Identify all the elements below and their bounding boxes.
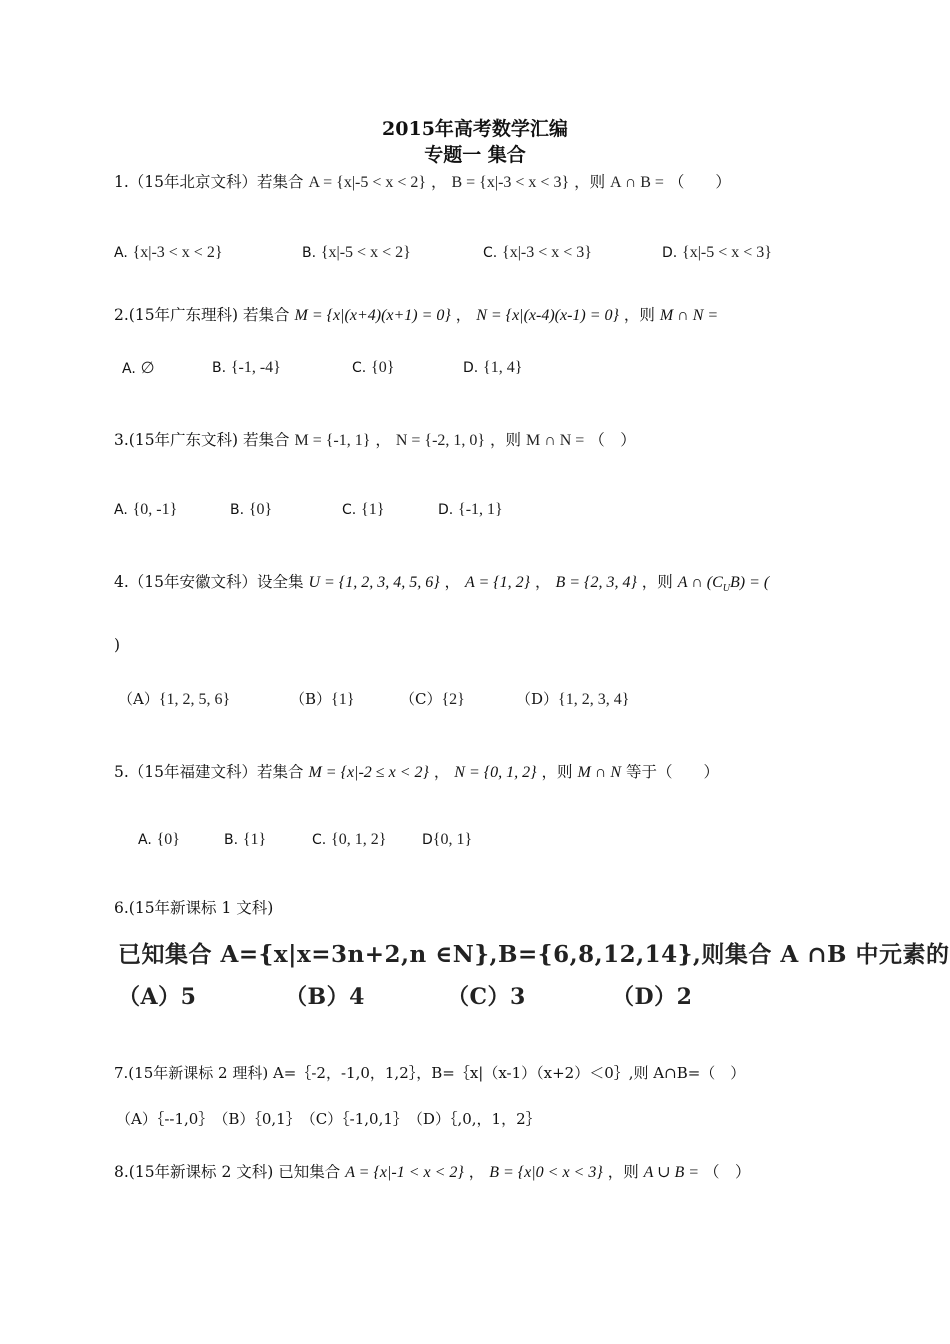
question-5 (114, 760, 719, 782)
question-4-option-a (118, 688, 230, 709)
question-1-set-a: A = {x|-5 < x < 2} (308, 174, 427, 191)
separator: ，则 (641, 573, 673, 591)
question-2 (114, 303, 718, 325)
question-4-set-b: B = {2, 3, 4} (555, 574, 637, 591)
question-4-set-a: A = {1, 2} (465, 574, 531, 591)
question-1-expression: A ∩ B = (610, 174, 664, 191)
question-5-set-n: N = {0, 1, 2} (454, 764, 537, 781)
question-4-expression (677, 574, 770, 595)
question-3-option-d (438, 500, 503, 519)
separator: ，则 (574, 173, 606, 191)
document-subtitle: 专题一 集合 (424, 144, 526, 166)
option-label: C. (483, 245, 498, 261)
question-4-close-paren: ) (114, 636, 121, 654)
separator: ， (455, 306, 472, 324)
option-value: {0, 1, 2} (331, 831, 387, 848)
question-3 (114, 428, 636, 450)
question-1-option-b (302, 243, 411, 262)
option-value: {x|-3 < x < 2} (132, 244, 223, 261)
separator: ， (444, 573, 461, 591)
option-label: B. (302, 245, 317, 261)
question-8-text: 8.(15年新课标 2 文科) 已知集合 (114, 1163, 341, 1181)
separator: ， (375, 431, 391, 449)
question-4-option-c (400, 688, 465, 709)
question-2-option-c (352, 358, 394, 377)
option-value: {0, -1} (132, 501, 178, 518)
question-2-text: 2.(15年广东理科) 若集合 (114, 306, 290, 324)
separator: ， (433, 763, 450, 781)
option-label: （B） (290, 690, 332, 708)
option-label: （D） (516, 690, 559, 708)
question-5-option-c (312, 830, 386, 849)
option-value: {1, 2, 5, 6} (158, 691, 231, 708)
option-label: （C） (400, 690, 442, 708)
option-value: {2} (441, 691, 465, 708)
answer-paren: （ ） (589, 431, 636, 449)
document-title: 2015年高考数学汇编 (382, 118, 568, 140)
option-label: A. (114, 245, 128, 261)
option-value: {1, 4} (483, 359, 523, 376)
question-2-expression: M ∩ N = (659, 307, 719, 324)
question-1-option-d (662, 243, 772, 262)
question-1 (114, 170, 731, 192)
separator: ，则 (623, 306, 655, 324)
question-6-option-b: （B）4 (285, 984, 365, 1010)
question-1-set-b: B = {x|-3 < x < 3} (451, 174, 570, 191)
question-5-text: 5.（15年福建文科）若集合 (114, 763, 304, 781)
question-3-text: 3.(15年广东文科) 若集合 (114, 431, 290, 449)
separator: ， (468, 1163, 485, 1181)
question-3-set-n: N = {-2, 1, 0} (395, 432, 486, 449)
option-value: {0} (371, 359, 395, 376)
question-5-option-a (138, 830, 180, 849)
option-label: A. (138, 832, 152, 848)
option-label: C. (342, 502, 357, 518)
option-label: D. (662, 245, 678, 261)
question-6-option-d: （D）2 (612, 984, 693, 1010)
question-5-set-m: M = {x|-2 ≤ x < 2} (308, 764, 429, 781)
question-1-option-a (114, 243, 223, 262)
question-2-option-a (122, 358, 155, 378)
option-label: B. (224, 832, 239, 848)
question-4-text: 4.（15年安徽文科）设全集 (114, 573, 304, 591)
option-label: D. (463, 360, 479, 376)
question-4-option-d (516, 688, 629, 709)
option-value: {0} (248, 501, 273, 518)
answer-paren: （ ） (668, 173, 731, 191)
option-value: {-1, 1} (458, 501, 503, 518)
expression-part: B) = ( (730, 574, 770, 591)
question-6-body: 已知集合 A={x|x=3n+2,n ∈N},B={6,8,12,14},则集合 A ∩B 中元素的 (118, 941, 950, 968)
question-5-expression: M ∩ N (577, 764, 621, 781)
question-5-tail: 等于（ ） (625, 763, 719, 781)
question-6-option-a: （A）5 (118, 984, 197, 1010)
separator: ，则 (541, 763, 573, 781)
question-6: 6.(15年新课标 1 文科) (114, 899, 274, 917)
question-8-expression: A ∪ B = (643, 1164, 700, 1181)
option-label: A. (122, 361, 136, 377)
separator: ，则 (490, 431, 522, 449)
option-label: A. (114, 502, 128, 518)
question-3-option-a (114, 500, 177, 519)
option-value: {1, 2, 3, 4} (558, 691, 630, 708)
answer-paren: （ ） (704, 1163, 751, 1181)
question-7: 7.(15年新课标 2 理科) A=｛-2，-1,0，1,2｝，B=｛x|（x-1）（x+2）＜0｝,则 A∩B=（ ） (114, 1064, 746, 1082)
question-3-set-m: M = {-1, 1} (294, 432, 371, 449)
question-7-options: （A）｛--1,0｝ （B）｛0,1｝ （C）｛-1,0,1｝ （D）｛,0,，1，2｝ (116, 1110, 541, 1128)
option-value: {1} (361, 501, 385, 518)
option-value: {0} (156, 831, 180, 848)
option-label: B. (212, 360, 227, 376)
separator: ， (431, 173, 447, 191)
question-4 (114, 570, 769, 594)
question-2-option-d (463, 358, 522, 377)
option-label: D. (438, 502, 454, 518)
question-3-option-c (342, 500, 384, 519)
question-2-set-m: M = {x|(x+4)(x+1) = 0} (294, 307, 451, 324)
option-value: {x|-3 < x < 3} (502, 244, 592, 261)
question-2-option-b (212, 358, 281, 377)
question-6-option-c: （C）3 (447, 984, 526, 1010)
question-4-set-u: U = {1, 2, 3, 4, 5, 6} (308, 574, 440, 591)
question-5-option-d (422, 830, 472, 849)
question-8-set-b: B = {x|0 < x < 3} (489, 1164, 603, 1181)
subscript: U (722, 583, 731, 595)
option-value: {-1, -4} (230, 359, 281, 376)
option-value: {1} (242, 831, 267, 848)
question-8-set-a: A = {x|-1 < x < 2} (345, 1164, 464, 1181)
question-1-option-c (483, 243, 592, 262)
option-label: C. (312, 832, 327, 848)
question-3-expression: M ∩ N = (525, 432, 585, 449)
question-8 (114, 1160, 751, 1182)
option-value: {x|-5 < x < 3} (682, 244, 772, 261)
question-3-option-b (230, 500, 272, 519)
question-2-set-n: N = {x|(x-4)(x-1) = 0} (476, 307, 619, 324)
option-value: {0, 1} (432, 831, 473, 848)
question-5-option-b (224, 830, 266, 849)
separator: ， (535, 573, 551, 591)
option-label: （A） (118, 690, 159, 708)
question-4-option-b (290, 688, 354, 709)
option-label: C. (352, 360, 367, 376)
option-label: B. (230, 502, 245, 518)
separator: ，则 (607, 1163, 639, 1181)
question-1-text: 1.（15年北京文科）若集合 (114, 173, 304, 191)
expression-part: A ∩ (C (677, 574, 723, 591)
option-label: D (422, 832, 433, 848)
option-value: {1} (331, 691, 355, 708)
option-value: ∅ (140, 360, 155, 377)
option-value: {x|-5 < x < 2} (320, 244, 411, 261)
